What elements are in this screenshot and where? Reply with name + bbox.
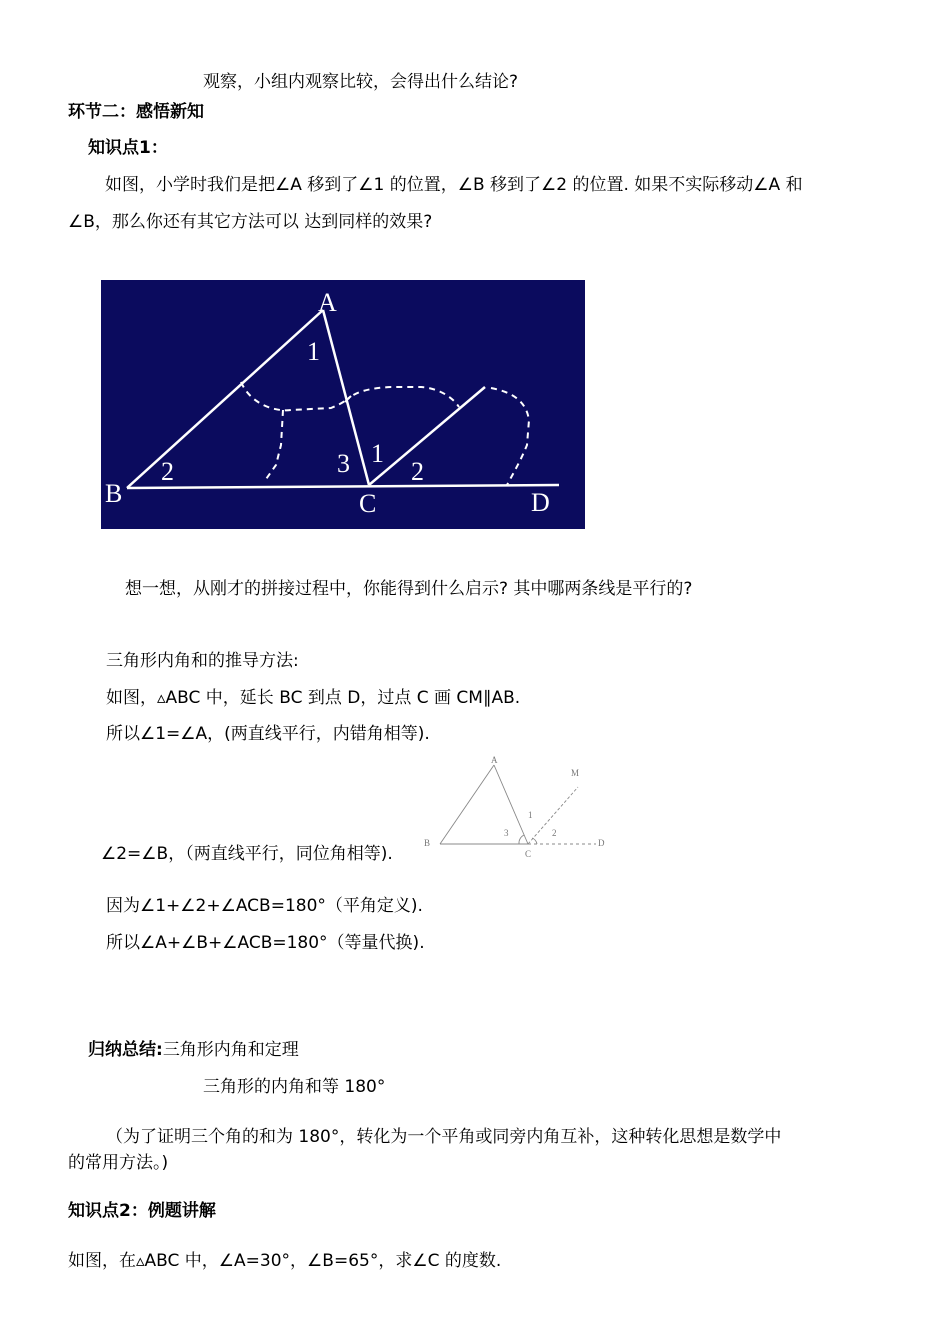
dashed-piece-mid: [345, 387, 459, 407]
label-a-small: A: [491, 755, 498, 765]
label-angle-1-top: 1: [307, 337, 320, 366]
summary-text: 三角形内角和定理: [162, 1040, 299, 1060]
dashed-piece-left: [264, 410, 283, 482]
label-angle-2-small: 2: [552, 828, 557, 838]
base-line-bd: [127, 485, 559, 488]
proof-line-1: 如图，▵ABC 中，延长 BC 到点 D，过点 C 画 CM∥AB.: [106, 688, 521, 708]
dashed-piece-top: [241, 382, 351, 410]
proof-line-4: 因为∠1+∠2+∠ACB=180°（平角定义).: [106, 896, 423, 916]
label-angle-2-b: 2: [161, 457, 174, 486]
label-d: D: [531, 488, 550, 517]
paragraph-1-line-1: 如图，小学时我们是把∠A 移到了∠1 的位置，∠B 移到了∠2 的位置. 如果不实际移动∠A 和: [105, 175, 803, 195]
summary-line: [88, 1039, 299, 1061]
dashed-piece-right: [491, 388, 529, 485]
label-c: C: [359, 489, 377, 518]
construction-diagram: [418, 752, 608, 864]
label-angle-1-c: 1: [371, 439, 384, 468]
note-line-1: （为了证明三个角的和为 180°，转化为一个平角或同旁内角互补，这种转化思想是数学中: [106, 1127, 782, 1147]
label-angle-3-small: 3: [504, 828, 509, 838]
triangle-puzzle-figure: [101, 280, 585, 529]
section-heading: 环节二：感悟新知: [68, 102, 204, 122]
side-cm: [369, 387, 485, 485]
proof-line-3: ∠2=∠B，（两直线平行，同位角相等).: [101, 844, 393, 864]
side-ba: [127, 310, 323, 488]
summary-label: 归纳总结:: [88, 1040, 163, 1060]
proof-line-2: 所以∠1=∠A，(两直线平行，内错角相等).: [106, 724, 430, 744]
derivation-heading: 三角形内角和的推导方法:: [106, 651, 299, 671]
label-b: B: [105, 479, 123, 508]
observe-line: 观察，小组内观察比较，会得出什么结论?: [203, 72, 519, 92]
label-b-small: B: [424, 838, 431, 848]
label-angle-1-small: 1: [528, 810, 533, 820]
label-d-small: D: [598, 838, 605, 848]
label-angle-2-c: 2: [411, 457, 424, 486]
label-c-small: C: [525, 849, 532, 859]
example-problem: 如图，在▵ABC 中，∠A=30°，∠B=65°，求∠C 的度数.: [68, 1251, 502, 1271]
theorem-statement: 三角形的内角和等 180°: [203, 1077, 386, 1097]
note-line-2: 的常用方法。): [68, 1153, 169, 1173]
think-question: 想一想，从刚才的拼接过程中，你能得到什么启示? 其中哪两条线是平行的?: [125, 579, 693, 599]
paragraph-1-line-2: ∠B，那么你还有其它方法可以 达到同样的效果?: [68, 212, 433, 232]
label-a: A: [318, 288, 337, 317]
proof-line-5: 所以∠A+∠B+∠ACB=180°（等量代换).: [106, 933, 425, 953]
label-angle-3: 3: [337, 449, 350, 478]
label-m-small: M: [571, 768, 580, 778]
knowledge-point-1-heading: 知识点1：: [88, 138, 168, 158]
knowledge-point-2-heading: 知识点2：例题讲解: [68, 1201, 216, 1221]
